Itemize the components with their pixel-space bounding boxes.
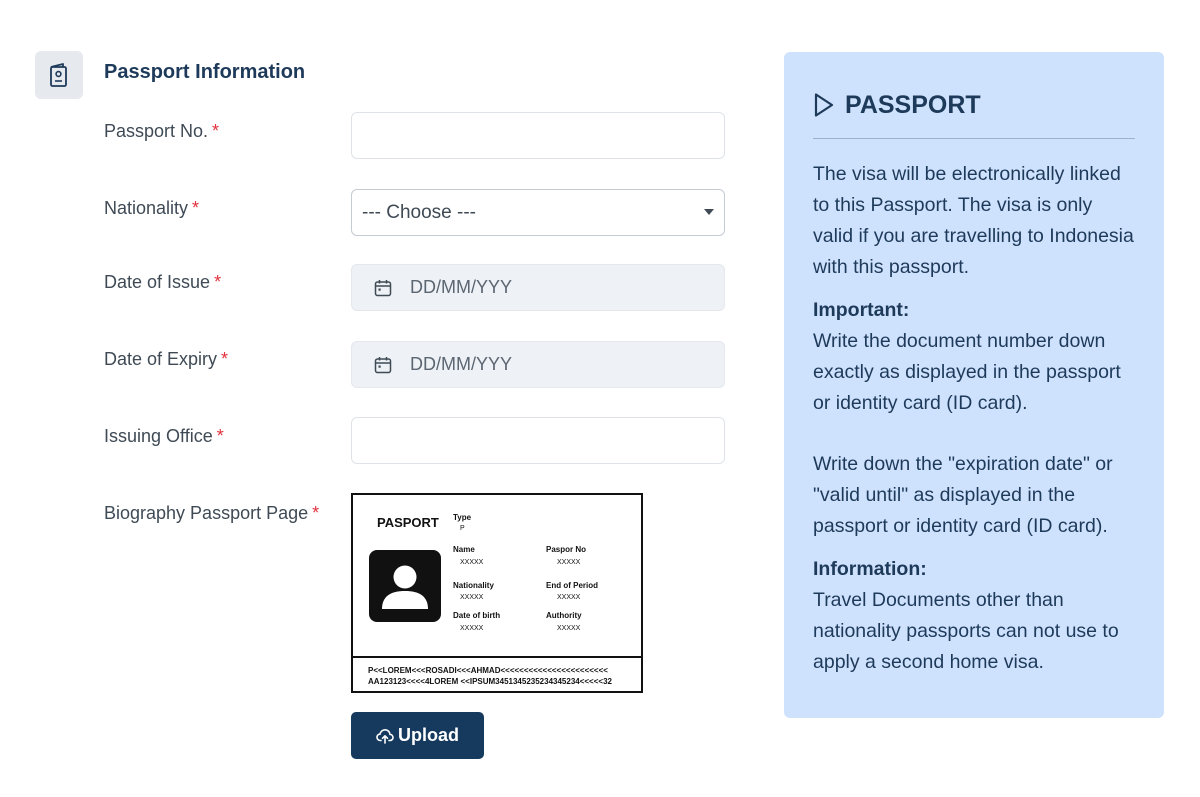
- person-photo-icon: [369, 550, 441, 622]
- required-mark: *: [212, 121, 220, 141]
- dob-value: XXXXX: [460, 625, 484, 632]
- date-of-issue-input[interactable]: [351, 264, 725, 311]
- required-mark: *: [312, 503, 320, 523]
- type-value: P: [460, 525, 465, 532]
- important-text-1: Write the document number down exactly as displayed in the passport or identity card (ID card).: [813, 330, 1121, 414]
- date-of-expiry-label: Date of Expiry *: [104, 349, 229, 369]
- date-of-expiry-input[interactable]: [351, 341, 725, 388]
- info-panel-title: PASSPORT: [845, 90, 981, 119]
- issuing-office-label: Issuing Office *: [104, 426, 224, 446]
- authority-label: Authority: [546, 611, 582, 620]
- date-of-issue-placeholder: DD/MM/YYY: [410, 277, 513, 297]
- paspor-no-value: XXXXX: [557, 559, 581, 566]
- mrz-line-2: AA123123<<<<4LOREM <<IPSUM3451345235234345234<<<<<32: [368, 677, 612, 686]
- name-value: XXXXX: [460, 559, 484, 566]
- passport-info-panel: [784, 52, 1164, 718]
- passport-no-input[interactable]: [351, 112, 725, 159]
- passport-no-label: Passport No. *: [104, 121, 220, 141]
- section-icon-box: [35, 51, 83, 99]
- info-intro-text: The visa will be electronically linked to this Passport. The visa is only valid if you are travelling to Indonesia with this passport.: [813, 163, 1134, 278]
- section-title: Passport Information: [104, 61, 306, 83]
- required-mark: *: [221, 349, 229, 369]
- important-heading: Important:: [813, 299, 910, 321]
- authority-value: XXXXX: [557, 625, 581, 632]
- mrz-zone: [353, 656, 641, 691]
- nationality-sample-label: Nationality: [453, 581, 494, 590]
- calendar-icon: [374, 279, 392, 297]
- info-panel-header: [813, 88, 1135, 122]
- date-of-expiry-placeholder: DD/MM/YYY: [410, 354, 513, 374]
- required-mark: *: [192, 198, 200, 218]
- issuing-office-input[interactable]: [351, 417, 725, 464]
- upload-button-label: Upload: [398, 725, 459, 745]
- paspor-no-label: Paspor No: [546, 545, 587, 554]
- required-mark: *: [214, 272, 222, 292]
- type-label: Type: [453, 513, 472, 522]
- mrz-line-1: P<<LOREM<<<ROSADI<<<AHMAD<<<<<<<<<<<<<<<<<<<<<<<: [368, 666, 608, 675]
- play-triangle-icon: [813, 92, 835, 118]
- biography-page-label: Biography Passport Page *: [104, 503, 320, 523]
- end-of-period-label: End of Period: [546, 581, 598, 590]
- required-mark: *: [216, 426, 224, 446]
- passport-sample-title: PASPORT: [377, 515, 439, 530]
- passport-sample-image: [351, 493, 643, 693]
- dob-label: Date of birth: [453, 611, 501, 620]
- nationality-selected-value: --- Choose ---: [362, 201, 477, 223]
- passport-icon: [48, 62, 70, 88]
- name-label: Name: [453, 545, 475, 554]
- upload-button[interactable]: [351, 712, 484, 759]
- calendar-icon: [374, 356, 392, 374]
- info-panel-divider: [813, 138, 1135, 139]
- important-text-2: Write down the "expiration date" or "valid until" as displayed in the passport or identity card (ID card).: [813, 453, 1113, 537]
- date-of-issue-label: Date of Issue *: [104, 272, 222, 292]
- cloud-upload-icon: [376, 728, 394, 744]
- caret-down-icon: [704, 209, 714, 215]
- information-heading: Information:: [813, 558, 927, 580]
- nationality-label: Nationality *: [104, 198, 200, 218]
- nationality-sample-value: XXXXX: [460, 594, 484, 601]
- end-of-period-value: XXXXX: [557, 594, 581, 601]
- information-text: Travel Documents other than nationality passports can not use to apply a second home visa.: [813, 589, 1119, 673]
- nationality-select[interactable]: [351, 189, 725, 236]
